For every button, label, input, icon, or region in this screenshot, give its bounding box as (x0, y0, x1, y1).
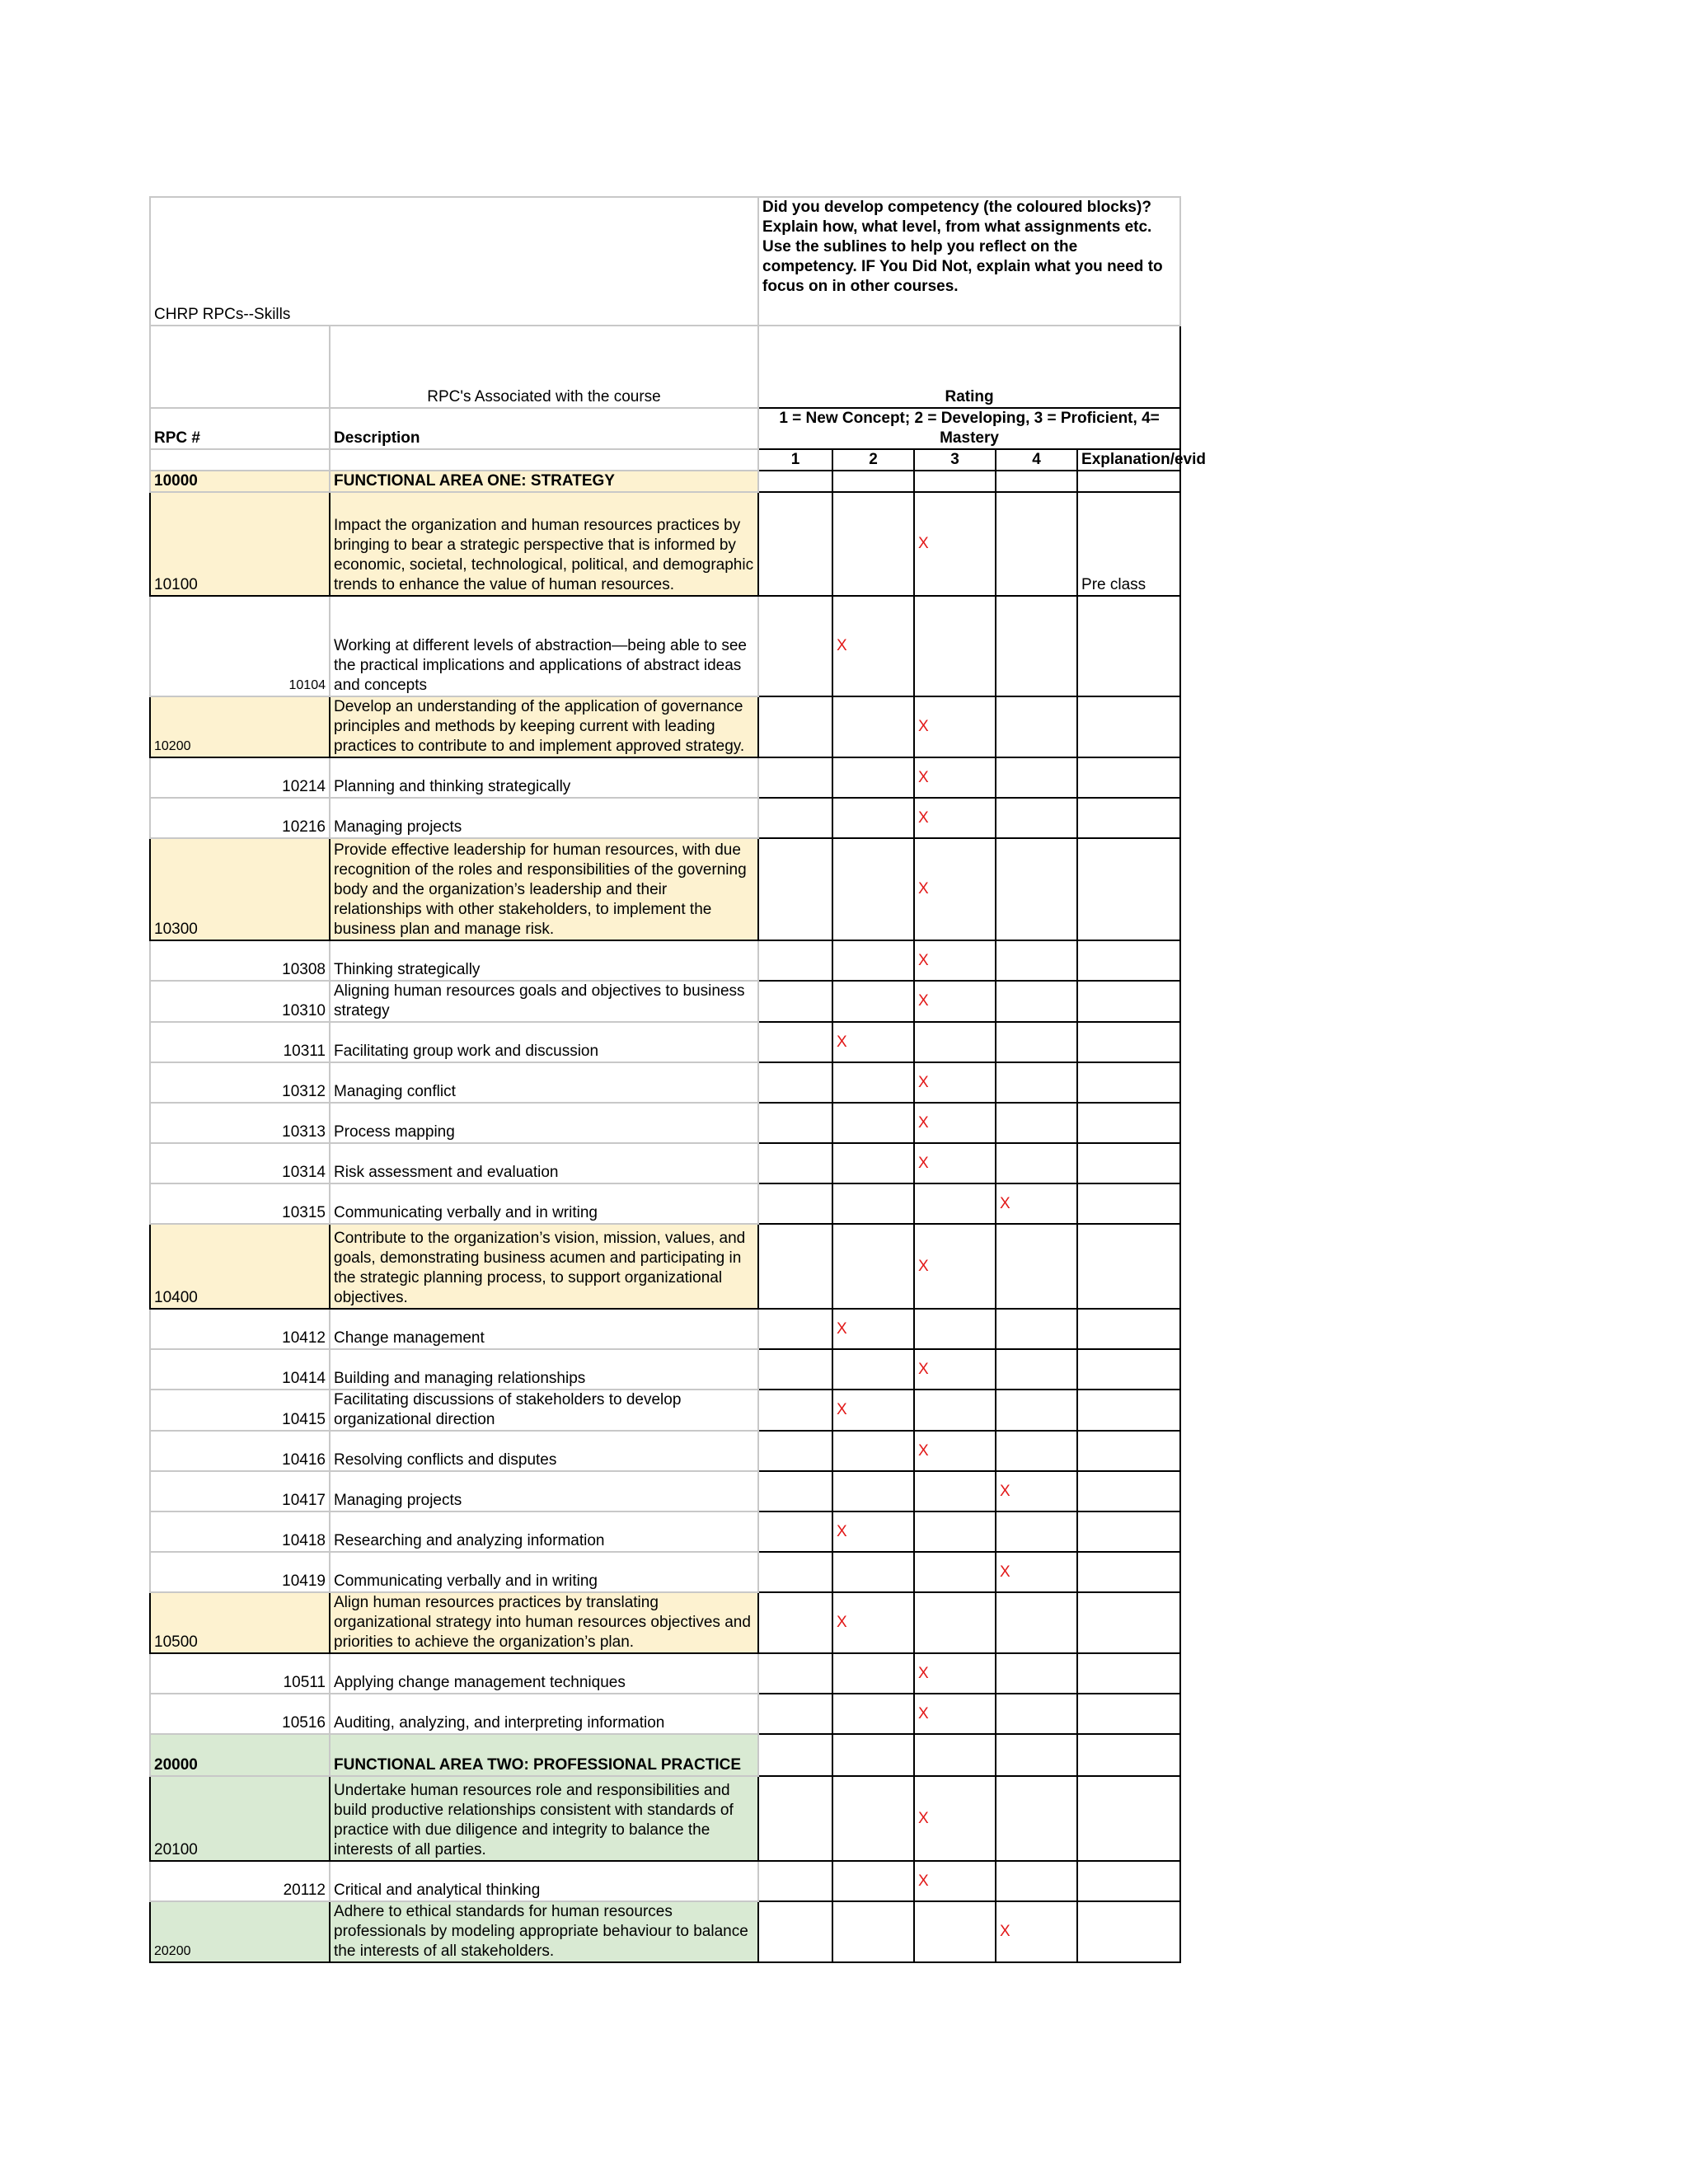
rating-cell-2 (832, 981, 914, 1022)
rating-mark: X (1000, 1563, 1010, 1581)
explanation-cell (1077, 1511, 1180, 1552)
rating-cell-2 (832, 1390, 914, 1431)
rating-cell-3 (914, 1390, 996, 1431)
rating-mark: X (918, 951, 929, 969)
rating-cell-2 (832, 1309, 914, 1349)
column-header-rpc: RPC # (150, 408, 330, 449)
rating-cell-4 (996, 1103, 1077, 1143)
rpc-number: 10000 (150, 471, 330, 492)
rating-mark: X (918, 535, 929, 552)
rating-cell-4 (996, 1653, 1077, 1694)
rating-cell-1 (758, 798, 832, 838)
sheet-title: CHRP RPCs--Skills (150, 197, 758, 326)
rating-cell-2 (832, 798, 914, 838)
explanation-cell (1077, 1653, 1180, 1694)
sub-competency-row (150, 1653, 1180, 1694)
competency-row (150, 1592, 1180, 1653)
rating-cell-4 (996, 1349, 1077, 1390)
explanation-cell (1077, 471, 1180, 492)
rating-col-2: 2 (832, 449, 914, 471)
rpc-number: 20200 (150, 1901, 330, 1962)
rpc-description: Impact the organization and human resources practices by bringing to bear a strategic perspective that is informed by economic, societal, technological, political, and demographic trends to enhance the value of human resources. (330, 492, 758, 596)
rating-cell-1 (758, 1022, 832, 1062)
explanation-cell (1077, 1143, 1180, 1183)
explanation-cell (1077, 1062, 1180, 1103)
rpc-number: 10416 (150, 1431, 330, 1471)
rating-mark: X (918, 1113, 929, 1132)
explanation-cell (1077, 1901, 1180, 1962)
rating-cell-1 (758, 1471, 832, 1511)
blank-cell (150, 326, 330, 408)
rpc-description: Critical and analytical thinking (330, 1861, 758, 1901)
rpc-number: 10412 (150, 1309, 330, 1349)
rating-cell-4 (996, 1183, 1077, 1224)
rpc-number: 10500 (150, 1592, 330, 1653)
rating-cell-2 (832, 1022, 914, 1062)
rating-cell-2 (832, 1653, 914, 1694)
rating-cell-4 (996, 757, 1077, 798)
explanation-cell (1077, 1183, 1180, 1224)
competency-row (150, 492, 1180, 596)
competency-row (150, 838, 1180, 940)
sub-competency-row (150, 940, 1180, 981)
rpc-caption: RPC's Associated with the course (330, 326, 758, 408)
explanation-cell (1077, 1471, 1180, 1511)
rating-cell-2 (832, 1592, 914, 1653)
rating-cell-3 (914, 1431, 996, 1471)
rating-cell-2 (832, 757, 914, 798)
rating-col-explanation: Explanation/evid (1077, 449, 1180, 471)
rating-cell-3 (914, 696, 996, 757)
rating-cell-3 (914, 1471, 996, 1511)
rating-cell-4 (996, 1552, 1077, 1592)
rating-cell-4 (996, 940, 1077, 981)
rating-cell-1 (758, 696, 832, 757)
rpc-description: Researching and analyzing information (330, 1511, 758, 1552)
rpc-number: 10312 (150, 1062, 330, 1103)
rpc-sheet (149, 196, 1206, 1963)
sub-competency-row (150, 1022, 1180, 1062)
rpc-table (149, 196, 1206, 1963)
rating-cell-4 (996, 492, 1077, 596)
sub-competency-row (150, 1552, 1180, 1592)
rpc-number: 10216 (150, 798, 330, 838)
rating-mark: X (918, 768, 929, 786)
rpc-description: FUNCTIONAL AREA ONE: STRATEGY (330, 471, 758, 492)
rating-cell-2 (832, 471, 914, 492)
rating-cell-3 (914, 471, 996, 492)
rating-mark: X (837, 1401, 847, 1418)
rating-mark: X (918, 1441, 929, 1460)
rpc-description: Planning and thinking strategically (330, 757, 758, 798)
explanation-cell (1077, 1103, 1180, 1143)
rating-cell-1 (758, 1183, 832, 1224)
sub-competency-row (150, 1062, 1180, 1103)
rating-col-3: 3 (914, 449, 996, 471)
rating-cell-3 (914, 940, 996, 981)
rating-mark: X (1000, 1482, 1010, 1500)
blank-cell (330, 449, 758, 471)
rating-cell-3 (914, 1224, 996, 1309)
rating-cell-2 (832, 1511, 914, 1552)
rating-cell-4 (996, 1776, 1077, 1861)
sub-competency-row (150, 981, 1180, 1022)
rpc-description: Managing projects (330, 798, 758, 838)
rating-cell-2 (832, 1861, 914, 1901)
rating-title: Rating (758, 326, 1180, 408)
explanation-cell (1077, 1224, 1180, 1309)
rpc-description: Align human resources practices by translating organizational strategy into human resources objectives and priorities to achieve the organization’s plan. (330, 1592, 758, 1653)
rating-cell-1 (758, 492, 832, 596)
explanation-cell: Pre class (1077, 492, 1180, 596)
rating-cell-3 (914, 1552, 996, 1592)
rating-cell-2 (832, 1224, 914, 1309)
rpc-number: 10100 (150, 492, 330, 596)
rating-cell-1 (758, 1552, 832, 1592)
rpc-description: Provide effective leadership for human resources, with due recognition of the roles and responsibilities of the governing body and the organization’s leadership and their relationships with other stakeholders, to implement the business plan and manage risk. (330, 838, 758, 940)
rating-cell-4 (996, 1431, 1077, 1471)
rpc-description: Resolving conflicts and disputes (330, 1431, 758, 1471)
explanation-cell (1077, 940, 1180, 981)
rating-mark: X (837, 1522, 847, 1540)
rpc-description: FUNCTIONAL AREA TWO: PROFESSIONAL PRACTICE (330, 1734, 758, 1776)
rating-mark: X (918, 1809, 929, 1827)
rating-cell-3 (914, 757, 996, 798)
rating-cell-4 (996, 838, 1077, 940)
explanation-cell (1077, 1349, 1180, 1390)
explanation-cell (1077, 1309, 1180, 1349)
rating-cell-3 (914, 1861, 996, 1901)
rpc-description: Managing conflict (330, 1062, 758, 1103)
rating-mark: X (918, 1257, 929, 1275)
rating-cell-4 (996, 596, 1077, 696)
rating-col-4: 4 (996, 449, 1077, 471)
rating-mark: X (918, 880, 929, 898)
rpc-description: Applying change management techniques (330, 1653, 758, 1694)
rpc-number: 10418 (150, 1511, 330, 1552)
rpc-description: Facilitating group work and discussion (330, 1022, 758, 1062)
rating-mark: X (918, 1872, 929, 1890)
competency-row (150, 696, 1180, 757)
rating-cell-1 (758, 1062, 832, 1103)
rating-mark: X (1000, 1194, 1010, 1212)
rpc-number: 10200 (150, 696, 330, 757)
sub-competency-row (150, 1390, 1180, 1431)
functional-area-row (150, 1734, 1180, 1776)
rating-cell-1 (758, 1694, 832, 1734)
rating-cell-3 (914, 1734, 996, 1776)
rpc-description: Working at different levels of abstraction—being able to see the practical implications and applications of abstract ideas and concepts (330, 596, 758, 696)
rating-cell-1 (758, 1511, 832, 1552)
rating-cell-2 (832, 1143, 914, 1183)
rating-cell-2 (832, 596, 914, 696)
rpc-number: 10104 (150, 596, 330, 696)
sub-competency-row (150, 1309, 1180, 1349)
rating-cell-3 (914, 1309, 996, 1349)
rpc-description: Develop an understanding of the application of governance principles and methods by keeping current with leading practices to contribute to and implement approved strategy. (330, 696, 758, 757)
blank-cell (150, 449, 330, 471)
rating-cell-1 (758, 1734, 832, 1776)
rating-cell-1 (758, 1861, 832, 1901)
rating-col-1: 1 (758, 449, 832, 471)
rating-cell-3 (914, 1022, 996, 1062)
explanation-cell (1077, 1592, 1180, 1653)
explanation-cell (1077, 1776, 1180, 1861)
sub-competency-row (150, 1143, 1180, 1183)
rating-cell-2 (832, 838, 914, 940)
rating-cell-1 (758, 1103, 832, 1143)
explanation-cell (1077, 757, 1180, 798)
rpc-description: Process mapping (330, 1103, 758, 1143)
explanation-cell (1077, 838, 1180, 940)
rating-cell-3 (914, 1901, 996, 1962)
sub-competency-row (150, 1349, 1180, 1390)
rpc-description: Risk assessment and evaluation (330, 1143, 758, 1183)
explanation-cell (1077, 1861, 1180, 1901)
rpc-number: 10313 (150, 1103, 330, 1143)
rating-cell-4 (996, 798, 1077, 838)
rating-cell-3 (914, 1592, 996, 1653)
column-header-description: Description (330, 408, 758, 449)
sub-competency-row (150, 1471, 1180, 1511)
explanation-cell (1077, 696, 1180, 757)
rating-cell-1 (758, 1776, 832, 1861)
rating-cell-1 (758, 1431, 832, 1471)
rating-mark: X (837, 1033, 847, 1051)
rating-cell-3 (914, 1183, 996, 1224)
sub-competency-row (150, 798, 1180, 838)
rpc-number: 10415 (150, 1390, 330, 1431)
sub-competency-row (150, 1511, 1180, 1552)
rating-cell-4 (996, 1901, 1077, 1962)
rating-cell-4 (996, 1592, 1077, 1653)
rating-cell-1 (758, 981, 832, 1022)
rating-cell-2 (832, 1062, 914, 1103)
rating-cell-2 (832, 1552, 914, 1592)
sub-competency-row (150, 1431, 1180, 1471)
rpc-number: 20000 (150, 1734, 330, 1776)
rating-legend: 1 = New Concept; 2 = Developing, 3 = Proficient, 4= Mastery (758, 408, 1180, 449)
rating-cell-1 (758, 1224, 832, 1309)
rating-cell-1 (758, 1309, 832, 1349)
rpc-number: 10314 (150, 1143, 330, 1183)
rpc-description: Communicating verbally and in writing (330, 1183, 758, 1224)
rating-cell-3 (914, 1143, 996, 1183)
rating-cell-2 (832, 1694, 914, 1734)
rating-cell-3 (914, 981, 996, 1022)
rating-cell-2 (832, 1349, 914, 1390)
rpc-description: Building and managing relationships (330, 1349, 758, 1390)
rpc-description: Adhere to ethical standards for human resources professionals by modeling appropriate behaviour to balance the interests of all stakeholders. (330, 1901, 758, 1962)
rating-cell-1 (758, 1653, 832, 1694)
rating-cell-4 (996, 471, 1077, 492)
rpc-description: Communicating verbally and in writing (330, 1552, 758, 1592)
rpc-description: Facilitating discussions of stakeholders to develop organizational direction (330, 1390, 758, 1431)
rpc-number: 10400 (150, 1224, 330, 1309)
rating-mark: X (1000, 1923, 1010, 1940)
rpc-description: Change management (330, 1309, 758, 1349)
rpc-description: Thinking strategically (330, 940, 758, 981)
rating-cell-3 (914, 1653, 996, 1694)
rating-cell-2 (832, 1471, 914, 1511)
rating-cell-3 (914, 1062, 996, 1103)
rating-cell-3 (914, 492, 996, 596)
rating-cell-2 (832, 696, 914, 757)
rpc-number: 20100 (150, 1776, 330, 1861)
rpc-number: 10310 (150, 981, 330, 1022)
rating-cell-3 (914, 596, 996, 696)
rating-cell-2 (832, 1103, 914, 1143)
rating-cell-1 (758, 1349, 832, 1390)
explanation-cell (1077, 1022, 1180, 1062)
rpc-number: 10417 (150, 1471, 330, 1511)
rating-mark: X (918, 718, 929, 735)
rating-cell-1 (758, 838, 832, 940)
rating-cell-1 (758, 940, 832, 981)
rating-mark: X (918, 1704, 929, 1722)
sub-competency-row (150, 1861, 1180, 1901)
rating-cell-2 (832, 1776, 914, 1861)
explanation-cell (1077, 1390, 1180, 1431)
rating-cell-2 (832, 492, 914, 596)
rating-cell-4 (996, 1861, 1077, 1901)
rpc-number: 10315 (150, 1183, 330, 1224)
rating-mark: X (918, 992, 929, 1010)
sub-competency-row (150, 1183, 1180, 1224)
rpc-number: 10311 (150, 1022, 330, 1062)
explanation-cell (1077, 1734, 1180, 1776)
rating-cell-4 (996, 1022, 1077, 1062)
rpc-description: Aligning human resources goals and objectives to business strategy (330, 981, 758, 1022)
rpc-number: 10308 (150, 940, 330, 981)
explanation-cell (1077, 1552, 1180, 1592)
rating-cell-4 (996, 1734, 1077, 1776)
sub-competency-row (150, 1103, 1180, 1143)
explanation-cell (1077, 596, 1180, 696)
rpc-description: Undertake human resources role and responsibilities and build productive relationships consistent with standards of practice with due diligence and integrity to balance the interests of all parties. (330, 1776, 758, 1861)
rating-mark: X (918, 1154, 929, 1172)
rating-cell-1 (758, 471, 832, 492)
rating-cell-1 (758, 1390, 832, 1431)
rating-mark: X (918, 1073, 929, 1091)
rating-cell-4 (996, 1143, 1077, 1183)
rating-cell-4 (996, 1390, 1077, 1431)
rating-cell-1 (758, 1592, 832, 1653)
rpc-number: 10214 (150, 757, 330, 798)
explanation-cell (1077, 981, 1180, 1022)
rpc-number: 10300 (150, 838, 330, 940)
rating-cell-3 (914, 1694, 996, 1734)
rating-mark: X (918, 1664, 929, 1682)
sub-competency-row (150, 1694, 1180, 1734)
rating-mark: X (837, 1319, 847, 1338)
rating-cell-3 (914, 1349, 996, 1390)
rpc-number: 10414 (150, 1349, 330, 1390)
explanation-cell (1077, 1694, 1180, 1734)
rating-cell-4 (996, 1309, 1077, 1349)
rating-cell-1 (758, 1143, 832, 1183)
reflection-question: Did you develop competency (the coloured blocks)? Explain how, what level, from what assignments etc. Use the sublines to help you reflect on the competency. IF You Did Not, explain what you need to focus on in other courses. (758, 197, 1180, 326)
rpc-number: 10419 (150, 1552, 330, 1592)
rating-cell-1 (758, 1901, 832, 1962)
rating-cell-4 (996, 981, 1077, 1022)
competency-row (150, 1776, 1180, 1861)
rating-mark: X (837, 1614, 847, 1631)
rpc-number: 20112 (150, 1861, 330, 1901)
rpc-number: 10511 (150, 1653, 330, 1694)
rating-cell-4 (996, 1062, 1077, 1103)
rating-mark: X (918, 808, 929, 827)
rating-cell-2 (832, 1901, 914, 1962)
competency-row (150, 1901, 1180, 1962)
rating-cell-3 (914, 1511, 996, 1552)
rating-cell-4 (996, 1511, 1077, 1552)
rpc-description: Auditing, analyzing, and interpreting information (330, 1694, 758, 1734)
rating-cell-3 (914, 1776, 996, 1861)
functional-area-row (150, 471, 1180, 492)
rating-cell-1 (758, 757, 832, 798)
rating-cell-2 (832, 1431, 914, 1471)
rating-mark: X (918, 1360, 929, 1378)
rpc-description: Contribute to the organization’s vision, mission, values, and goals, demonstrating business acumen and participating in the strategic planning process, to support organizational objectives. (330, 1224, 758, 1309)
rating-cell-3 (914, 798, 996, 838)
sub-competency-row (150, 757, 1180, 798)
rpc-description: Managing projects (330, 1471, 758, 1511)
rating-cell-4 (996, 1471, 1077, 1511)
rating-cell-2 (832, 940, 914, 981)
rating-cell-1 (758, 596, 832, 696)
rating-cell-3 (914, 1103, 996, 1143)
rating-cell-3 (914, 838, 996, 940)
competency-row (150, 1224, 1180, 1309)
rating-cell-4 (996, 696, 1077, 757)
rating-cell-4 (996, 1694, 1077, 1734)
rating-mark: X (837, 637, 847, 654)
rating-cell-2 (832, 1734, 914, 1776)
rating-cell-4 (996, 1224, 1077, 1309)
explanation-cell (1077, 1431, 1180, 1471)
sub-competency-row (150, 596, 1180, 696)
rating-cell-2 (832, 1183, 914, 1224)
rpc-number: 10516 (150, 1694, 330, 1734)
explanation-cell (1077, 798, 1180, 838)
